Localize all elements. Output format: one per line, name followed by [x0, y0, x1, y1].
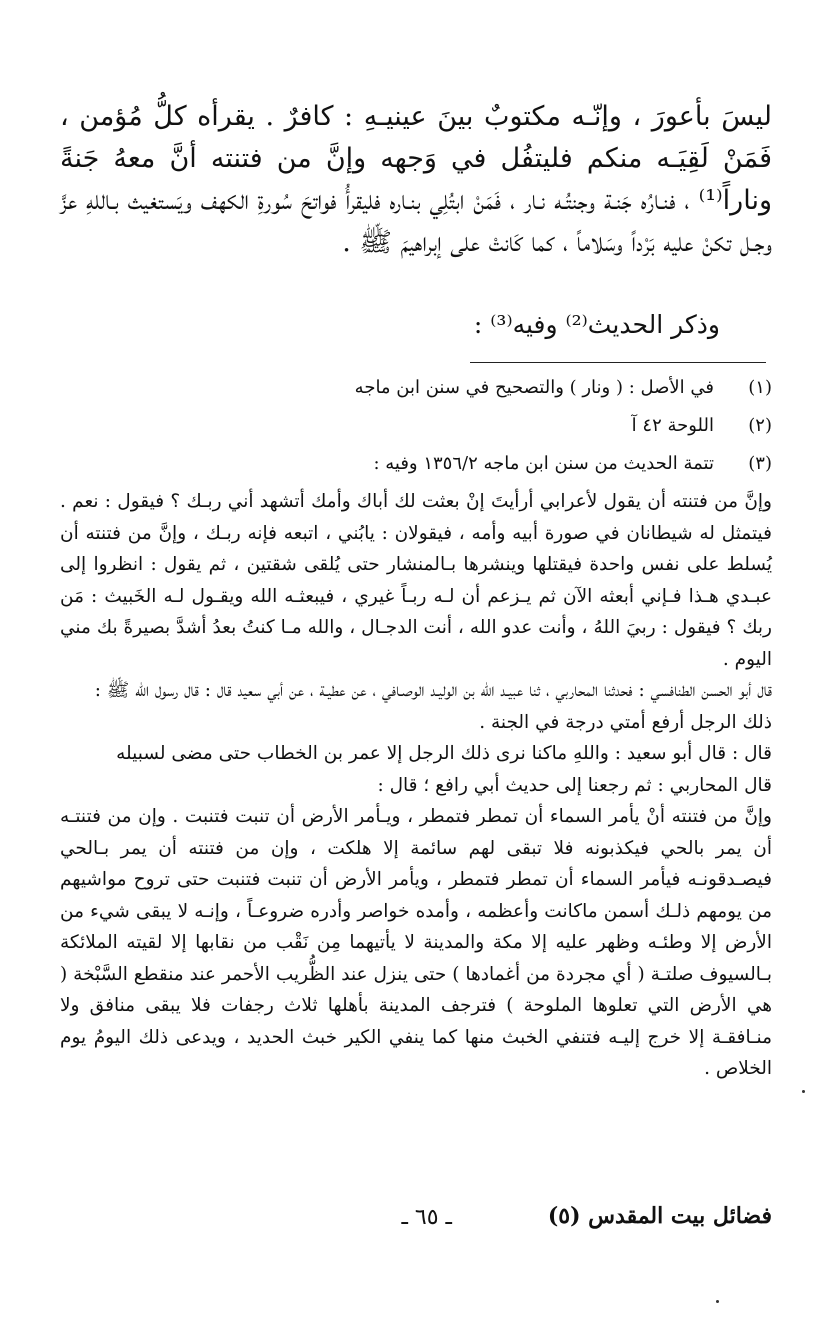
footnote-paragraph: قال : قال أبو سعيد : واللهِ ماكنا نرى ذلك الرجل إلا عمر بن الخطاب حتى مضى لسبيله: [116, 743, 772, 764]
hadith-mention-line: وذكر الحديث⁽²⁾ وفيه⁽³⁾ :: [473, 310, 720, 339]
footnote-separator: [470, 362, 766, 363]
scan-speck: [716, 1300, 719, 1303]
footnote-text: اللوحة ٤٢ آ: [631, 415, 714, 436]
page-footer: [60, 1203, 772, 1243]
footnote-1: [60, 370, 772, 406]
scan-speck: [802, 1090, 805, 1093]
footnote-paragraph: وإنَّ من فتنته أنْ يأمر السماء أن تمطر فتمطر ، ويـأمر الأرض أن تنبت فتنبت . وإن من فتنتـه أن يمر بالحي فيكذبونه فلا تبقى لهم سائمة إلا هلكت ، وإن من فتنته أن يمر بـالحي فيصـدقونـه فيأمر السماء أن تمطر فتمطر ، ويأمر الأرض أن تنبت فتنبت حتى تروح مواشيهم من يومهم ذلـك أسمن ماكانت وأعظمه ، وأمده خواصر وأدره ضروعـاً ، وإنـه لا يبقى شيء من الأرض إلا وطئـه وظهر عليه إلا مكة والمدينة لا يأتيهما مِن نَقْب من نقابها إلا لقيته الملائكة بـالسيوف صلتـة ( أي مجردة من أغمادها ) حتى ينزل عند الظُّريب الأحمر عند منقطع السَّبْخة ( هي الأرض التي تعلوها الملوحة ) فترجف المدينة بأهلها ثلاث رجفات فلا يبقى منافق ولا منـافقـة إلا خرج إليـه فتنفي الخبث منها كما ينفي الكير خبث الحديد ، ويدعى ذلك اليومُ يوم الخلاص .: [60, 806, 772, 1079]
footnote-number: (١): [748, 377, 772, 398]
footnote-body: [60, 486, 772, 1085]
footnote-paragraph: ذلك الرجل أرفع أمتي درجة في الجنة .: [479, 711, 772, 733]
main-text: [60, 96, 772, 264]
footnote-text: في الأصل : ( ونار ) والتصحيح في سنن ابن ماجه: [354, 377, 714, 398]
footnote-paragraph: قال المحاربي : ثم رجعنا إلى حديث أبي رافع ؛ قال :: [377, 774, 772, 796]
footnote-paragraph: وإنَّ من فتنته أن يقول لأعرابي أرأيتَ إنْ بعثت لك أباك وأمك أتشهد أني ربـك ؟ فيقول : نعم . فيتمثل له شيطانان في صورة أبيه وأمه ، فيقولان : يابُني ، اتبعه فإنه ربـك ، وإنَّ من فتنته أن يُسلط على نفس واحدة فيقتلها وينشرها بـالمنشار حتى يُلقى شقتين ، ثم يقول : انظروا إلى عبـدي هـذا فـإني أبعثه الآن ثم يـزعم أن لـه ربـاً غيري ، فيبعثـه الله ويقـول لـه الخَبيث : مَن ربك ؟ فيقول : ربيَ اللهُ ، وأنت عدو الله ، أنت الدجـال ، والله مـا كنتُ بعدُ أشدَّ بصيرةً بك مني اليوم .: [60, 491, 772, 670]
footnote-paragraph: قال أبو الحسن الطنافسي : فحدثنا المحاربي ، ثنا عبيـد الله بن الوليـد الوصـافي ، عن عطيـة ، عن أبي سعيد قال : قال رسول الله ﷺ :: [94, 680, 772, 701]
footnotes: [60, 370, 772, 484]
footnote-number: (٢): [748, 415, 772, 436]
book-title: فضائل بيت المقدس (٥): [547, 1203, 772, 1229]
page-number: ـ ٦٥ ـ: [401, 1205, 452, 1230]
main-paragraph: ليسَ بأعورَ ، وإنّـه مكتوبٌ بينَ عينيـهِ : كافرٌ . يقرأه كلُّ مُؤمن ، فَمَنْ لَقِيَـه منكم فليتفُل في وَجهه وإنَّ من فتنته أنَّ معهُ جَنةً وناراً⁽¹⁾ ، فنـارُه جَنـة وجنتُـه نـار ، فَمَنْ ابتُلِي بنـاره فليقرأُ فواتحَ سُورةِ الكهف ويَستغيث بـاللهِ عزَّ وجـل تكنْ عليه بَرْداً وسَلاماً ، كما كَانتْ على إبراهيمَ ﷺ .: [60, 101, 772, 258]
footnote-text: تتمة الحديث من سنن ابن ماجه ١٣٥٦/٢ وفيه :: [373, 453, 714, 474]
footnote-number: (٣): [748, 453, 772, 474]
footnote-2: [60, 408, 772, 444]
footnote-3: [60, 446, 772, 482]
